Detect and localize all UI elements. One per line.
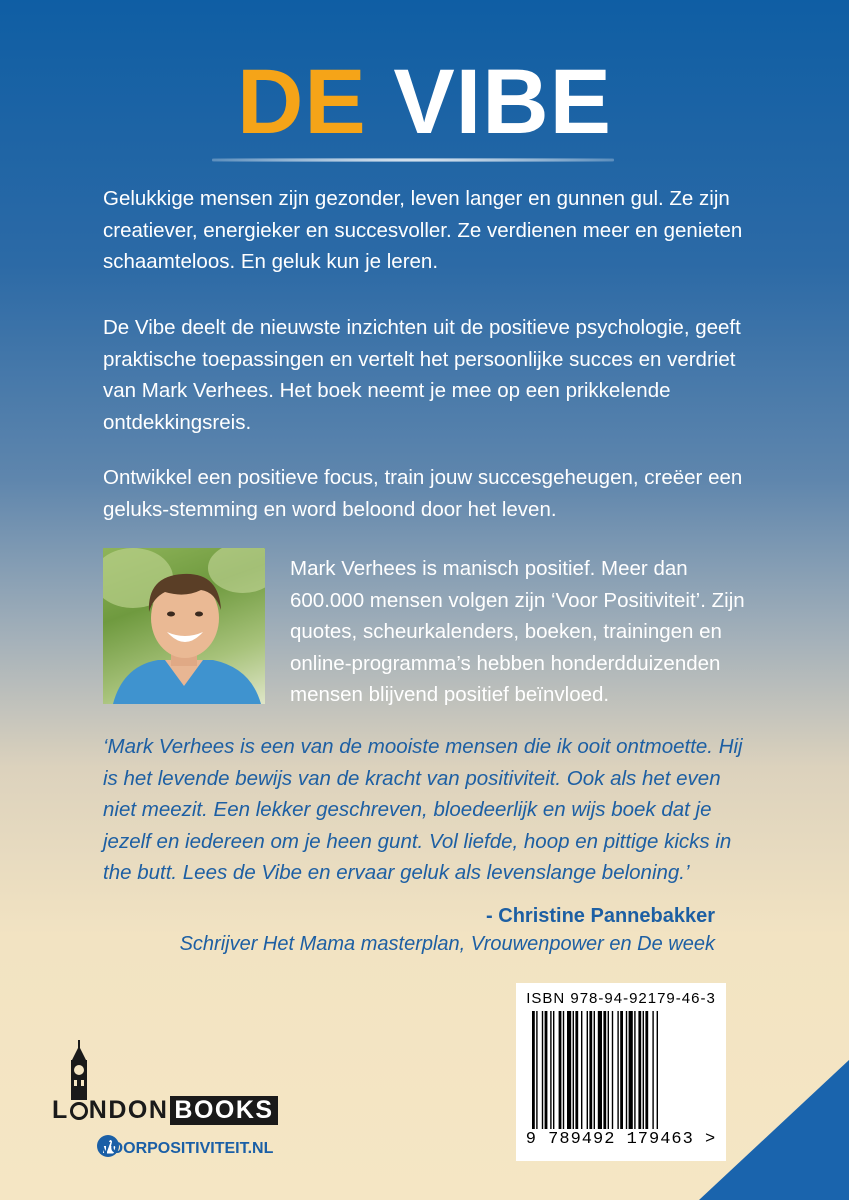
book-title [0, 51, 849, 153]
barcode-bar [634, 1011, 635, 1129]
call-to-action-paragraph: Ontwikkel een positieve focus, train jouw succesgeheugen, creëer een geluks-stemming en word beloond door het leven. [103, 466, 743, 521]
barcode-bar [550, 1011, 551, 1129]
barcode-bar [645, 1011, 648, 1129]
author-photo [103, 548, 265, 704]
barcode-bar [594, 1011, 595, 1129]
barcode-bar [573, 1011, 574, 1129]
intro-paragraph: Gelukkige mensen zijn gezonder, leven langer en gunnen gul. Ze zijn creatiever, energieker en succesvoller. Ze verdienen meer en genieten schaamteloos. En geluk kun je leren. [103, 187, 743, 273]
title-part-vibe: VIBE [393, 51, 613, 153]
barcode-bar [598, 1011, 602, 1129]
barcode-bar [563, 1011, 564, 1129]
barcode-bar [559, 1011, 562, 1129]
barcode-bar [608, 1011, 609, 1129]
barcode-bar [536, 1011, 537, 1129]
logo-letter-l: L [52, 1096, 69, 1124]
big-ben-icon [62, 1040, 102, 1100]
barcode-bar [626, 1011, 627, 1129]
barcode-bar [542, 1011, 543, 1129]
publisher-logo [52, 1040, 312, 1165]
barcode-bar [581, 1011, 582, 1129]
barcode-bar [575, 1011, 578, 1129]
barcode-bar [657, 1011, 658, 1129]
barcode-bar [652, 1011, 653, 1129]
quote-author-credentials: Schrijver Het Mama masterplan, Vrouwenpower en De week [179, 933, 715, 955]
barcode-bar [603, 1011, 606, 1129]
publisher-name [52, 1096, 278, 1125]
barcode-bar [553, 1011, 554, 1129]
author-bio: Mark Verhees is manisch positief. Meer dan 600.000 mensen volgen zijn ‘Voor Positiviteit’. Zijn quotes, scheurkalenders, boeken, trainingen en online-programma’s hebben honderdduizenden mensen blijvend positief beïnvloed. [290, 557, 745, 706]
isbn-label: ISBN 978-94-92179-46-3 [526, 990, 716, 1007]
barcode-bar [638, 1011, 641, 1129]
quote-author: - Christine Pannebakker [486, 905, 715, 927]
title-part-de: DE [236, 51, 367, 153]
clock-o-icon [70, 1102, 88, 1120]
barcode-bar [620, 1011, 623, 1129]
logo-word-ndon: NDON [88, 1096, 169, 1124]
barcode-bar [545, 1011, 548, 1129]
barcode-bar [643, 1011, 644, 1129]
title-divider [212, 158, 614, 162]
logo-word-books: BOOKS [170, 1096, 277, 1125]
barcode-bar [587, 1011, 588, 1129]
corner-accent-shape [699, 1060, 849, 1200]
endorsement-quote: ‘Mark Verhees is een van de mooiste mensen die ik ooit ontmoette. Hij is het levende bewijs van de kracht van positiviteit. Ook als het even niet meezit. Een lekker geschreven, bloedeerlijk en wijs boek dat je jezelf en iedereen om je heen gunt. Vol liefde, hoop en pittige kicks in the butt. Lees de Vibe en ervaar geluk als levenslange beloning.’ [103, 735, 743, 884]
barcode-bar [617, 1011, 618, 1129]
barcode-bar [629, 1011, 633, 1129]
barcode-bar [567, 1011, 571, 1129]
isbn-barcode [516, 983, 726, 1161]
barcode-bar [589, 1011, 592, 1129]
publisher-website: VOORPOSITIVITEIT.NL [100, 1140, 274, 1157]
barcode-bars [532, 1011, 710, 1129]
barcode-bar [612, 1011, 613, 1129]
summary-paragraph: De Vibe deelt de nieuwste inzichten uit de positieve psychologie, geeft praktische toepassingen en vertelt het persoonlijke succes en verdriet van Mark Verhees. Het boek neemt je mee op een prikkelende ontdekkingsreis. [103, 316, 741, 434]
barcode-bar [532, 1011, 535, 1129]
barcode-digits: 9 789492 179463 > [525, 1130, 717, 1149]
author-portrait-illustration [103, 548, 265, 704]
